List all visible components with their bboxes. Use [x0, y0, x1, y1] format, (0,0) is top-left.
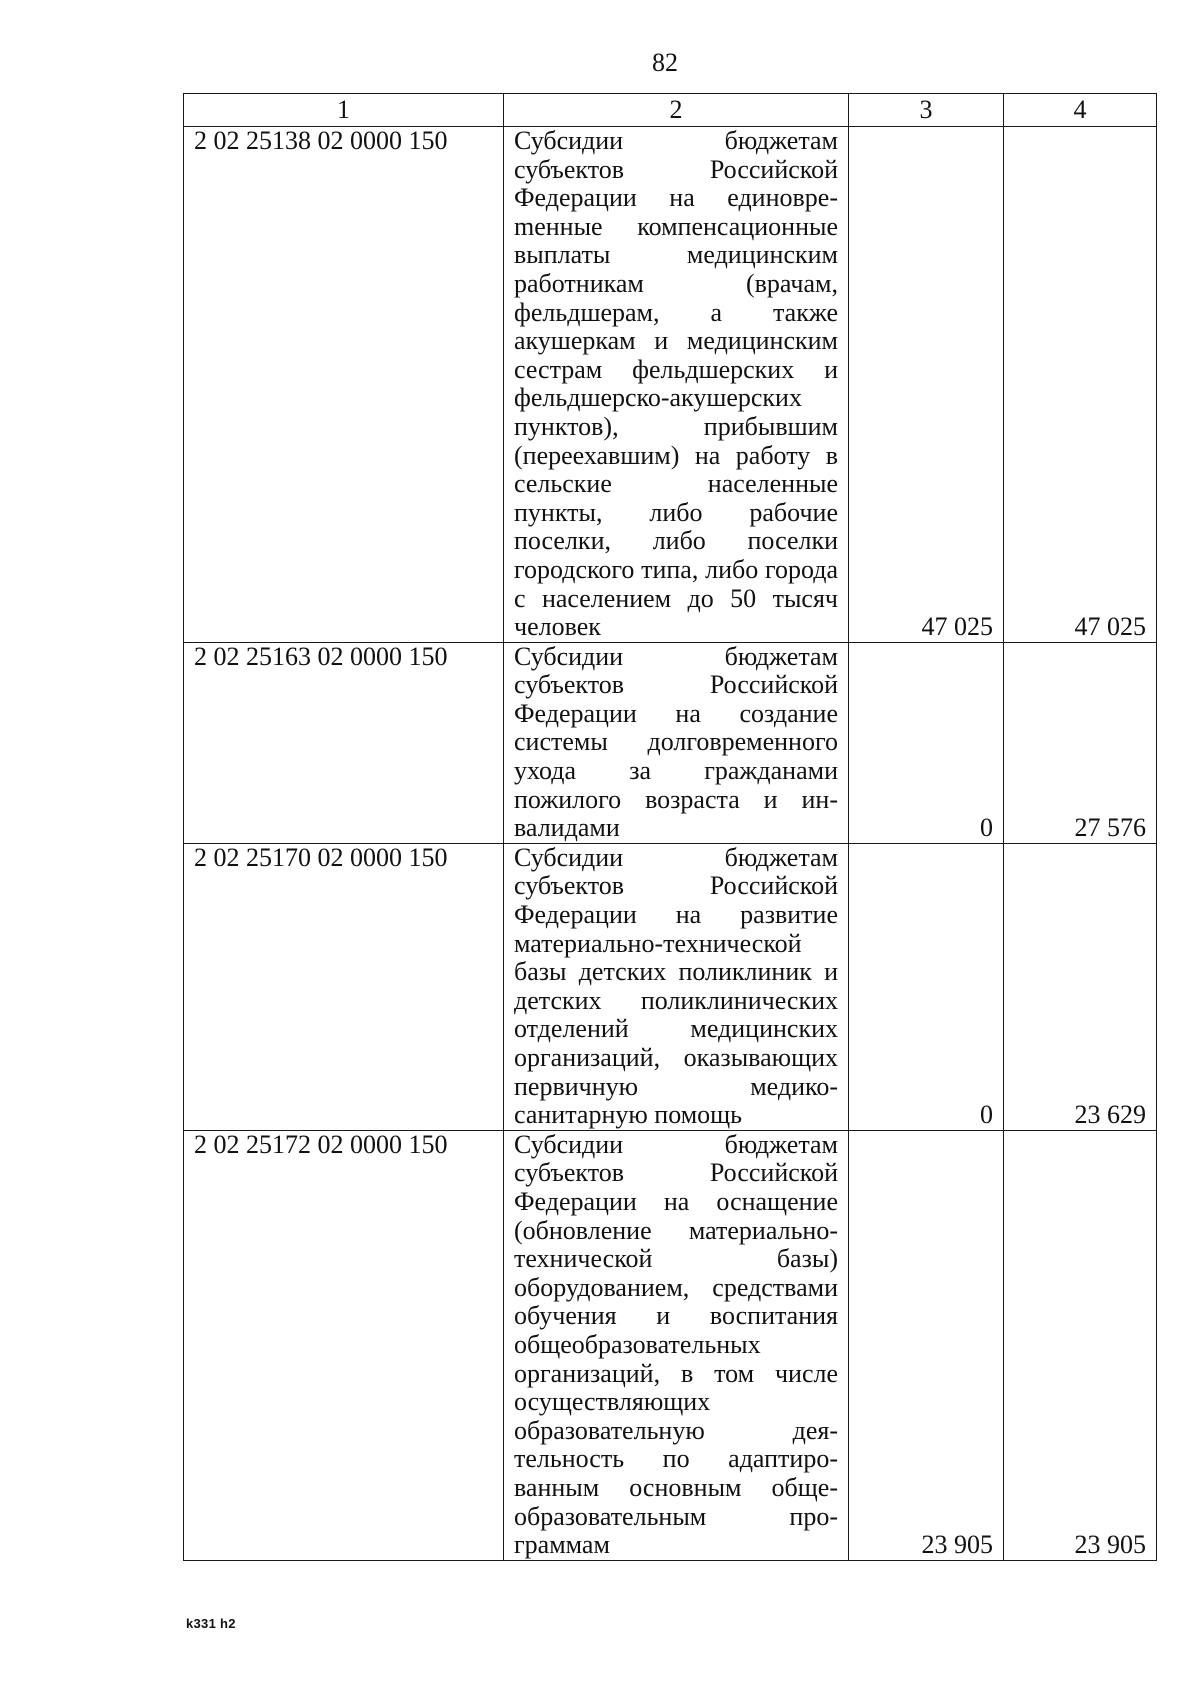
- header-row: [184, 94, 1157, 127]
- table-row: [184, 843, 1157, 1130]
- table-row: [184, 127, 1157, 643]
- table-row: [184, 642, 1157, 843]
- table-body: [184, 127, 1157, 1561]
- budget-table: [183, 93, 1157, 1561]
- amount-col3: 0: [849, 843, 1004, 1130]
- amount-col4: 23 629: [1004, 843, 1157, 1130]
- footer-document-code: k331 h2: [186, 1616, 236, 1631]
- row-description: Субсидии бюджетам субъектов Российской Федерации на создание системы долговременного ухода за гражданами пожилого возраста и инвалидами: [504, 642, 849, 843]
- column-header-2: 2: [504, 94, 849, 127]
- budget-code: 2 02 25163 02 0000 150: [184, 642, 504, 843]
- column-header-1: 1: [184, 94, 504, 127]
- amount-col3: 0: [849, 642, 1004, 843]
- amount-col4: 23 905: [1004, 1130, 1157, 1560]
- column-header-3: 3: [849, 94, 1004, 127]
- budget-code: 2 02 25170 02 0000 150: [184, 843, 504, 1130]
- table-row: [184, 1130, 1157, 1560]
- amount-col3: 47 025: [849, 127, 1004, 643]
- budget-code: 2 02 25172 02 0000 150: [184, 1130, 504, 1560]
- row-description: Субсидии бюджетам субъектов Российской Федерации на единовреmенные компенсационные выплаты медицинским работникам (врачам, фельдшерам, а также акушеркам и медицинским сестрам фельдшерских и фельдшерско-акушерских пунктов), прибывшим (переехавшим) на работу в сельские населенные пункты, либо рабочие поселки, либо поселки городского типа, либо города с населением до 50 тысяч человек: [504, 127, 849, 643]
- row-description: Субсидии бюджетам субъектов Российской Федерации на оснащение (обновление материально-технической базы) оборудованием, средствами обучения и воспитания общеобразовательных организаций, в том числе осуществляющих образовательную деятельность по адаптированным основным общеобразовательным программам: [504, 1130, 849, 1560]
- page-number: 82: [652, 48, 678, 77]
- amount-col3: 23 905: [849, 1130, 1004, 1560]
- amount-col4: 47 025: [1004, 127, 1157, 643]
- amount-col4: 27 576: [1004, 642, 1157, 843]
- column-header-4: 4: [1004, 94, 1157, 127]
- row-description: Субсидии бюджетам субъектов Российской Федерации на развитие материально-технической базы детских поликлиник и детских поликлинических отделений медицинских организаций, оказывающих первичную медико-санитарную помощь: [504, 843, 849, 1130]
- table-header: [184, 94, 1157, 127]
- budget-code: 2 02 25138 02 0000 150: [184, 127, 504, 643]
